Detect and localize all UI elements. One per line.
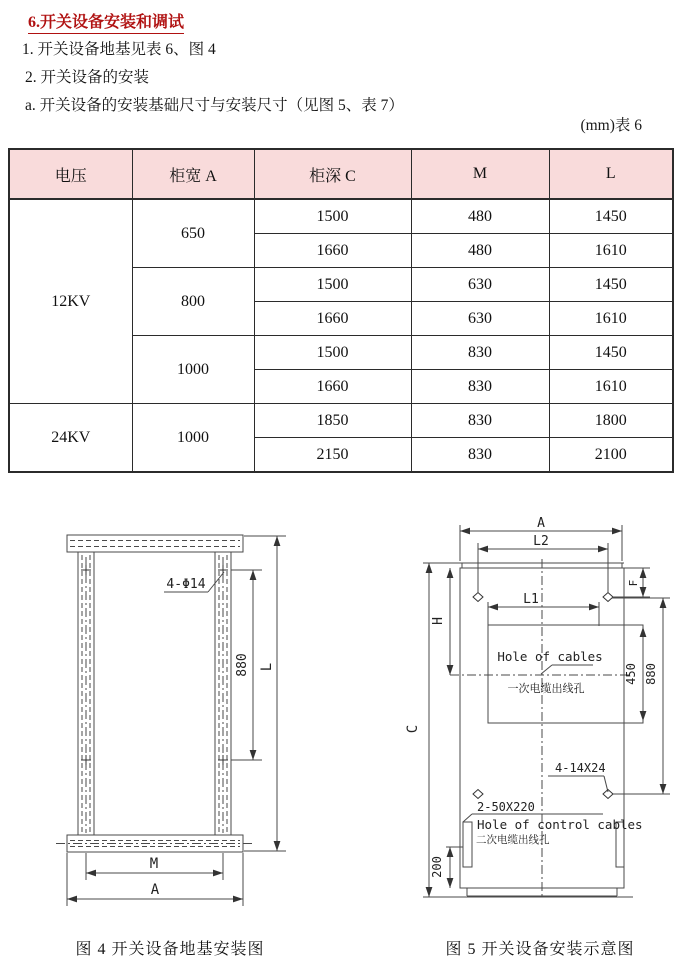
fig4-right-channel [215,552,231,835]
fig5-mount-holes-leader [548,776,608,792]
fig4-dim-M-label: M [149,856,159,872]
fig4-dim-A-label: A [150,882,160,898]
cell-depth: 1660 [254,302,411,336]
table-row [9,199,673,234]
fig5-dim-H-label: H [431,617,446,625]
fig5-dim-880 [612,598,670,794]
fig5-mount-holes-label: 4-14X24 [555,761,606,775]
table-row [9,404,673,438]
fig5-control-hole-label-zh: 二次电缆出线孔 [476,835,550,846]
fig5-dim-L2-label: L2 [533,534,549,549]
fig4-bottom-channel [56,835,254,852]
table-header-row [9,149,673,199]
fig4-left-channel [78,552,94,835]
paragraph-line-3: a. 开关设备的安装基础尺寸与安装尺寸（见图 5、表 7） [25,97,404,114]
cell-m: 630 [411,302,549,336]
fig5-dim-L1 [488,602,599,626]
col-header-m: M [411,149,549,199]
fig5-control-slot-label: 2-50X220 [477,800,535,814]
fig5-top-hole-markers [473,593,613,602]
cell-width: 650 [132,199,254,268]
cell-l: 1450 [549,268,673,302]
cell-depth: 1500 [254,268,411,302]
cell-l: 1450 [549,336,673,370]
fig4-dim-880-label: 880 [235,653,250,677]
cell-m: 830 [411,336,549,370]
fig5-primary-hole-label-zh: 一次电缆出线孔 [507,683,585,695]
col-header-voltage: 电压 [9,149,132,199]
fig5-dim-A-label: A [537,516,545,531]
paragraph-line-2: 2. 开关设备的安装 [25,69,150,86]
cell-l: 1610 [549,234,673,268]
figure5-caption: 图 5 开关设备安装示意图 [445,941,635,958]
cell-width: 800 [132,268,254,336]
fig4-holes-label: 4-Φ14 [166,577,206,592]
cell-l: 2100 [549,438,673,473]
fig5-bottom-hole-markers [473,790,613,799]
fig4-anchor-hole-markers [81,565,228,765]
cell-voltage: 12KV [9,199,132,404]
fig4-dim-L [244,536,286,851]
cell-l: 1610 [549,302,673,336]
cell-depth: 2150 [254,438,411,473]
dimension-table [8,148,674,473]
cell-l: 1610 [549,370,673,404]
cell-m: 630 [411,268,549,302]
cell-voltage: 24KV [9,404,132,473]
table-unit-note: (mm)表 6 [580,117,642,134]
cell-m: 830 [411,404,549,438]
cell-m: 480 [411,234,549,268]
cell-l: 1800 [549,404,673,438]
fig5-dim-F-label: F [627,579,640,587]
fig5-control-hole-label-en: Hole of control cables [477,817,643,832]
col-header-width-a: 柜宽 A [132,149,254,199]
cell-depth: 1500 [254,336,411,370]
cell-l: 1450 [549,199,673,234]
fig5-dim-450-label: 450 [624,663,638,685]
fig5-dim-L1-label: L1 [523,592,539,607]
fig5-primary-cable-hole [450,625,643,723]
col-header-depth-c: 柜深 C [254,149,411,199]
fig5-dim-880-label: 880 [644,663,658,685]
cell-depth: 1500 [254,199,411,234]
cell-depth: 1660 [254,370,411,404]
section-title: 6.开关设备安装和调试 [28,9,184,34]
figure4-caption: 图 4 开关设备地基安装图 [75,941,265,958]
fig5-primary-hole-label-en: Hole of cables [497,649,603,664]
cell-depth: 1660 [254,234,411,268]
col-header-l: L [549,149,673,199]
cell-m: 830 [411,438,549,473]
figure5-installation-drawing [400,515,680,905]
fig4-dim-L-label: L [259,662,275,672]
cell-width: 1000 [132,336,254,404]
paragraph-line-1: 1. 开关设备地基见表 6、图 4 [22,41,216,58]
cell-m: 830 [411,370,549,404]
fig5-dim-C-label: C [405,724,421,734]
figure4-foundation-drawing [40,515,300,915]
cell-m: 480 [411,199,549,234]
cell-width: 1000 [132,404,254,473]
cell-depth: 1850 [254,404,411,438]
fig5-dim-200-label: 200 [430,856,444,878]
fig4-top-channel [67,535,243,552]
